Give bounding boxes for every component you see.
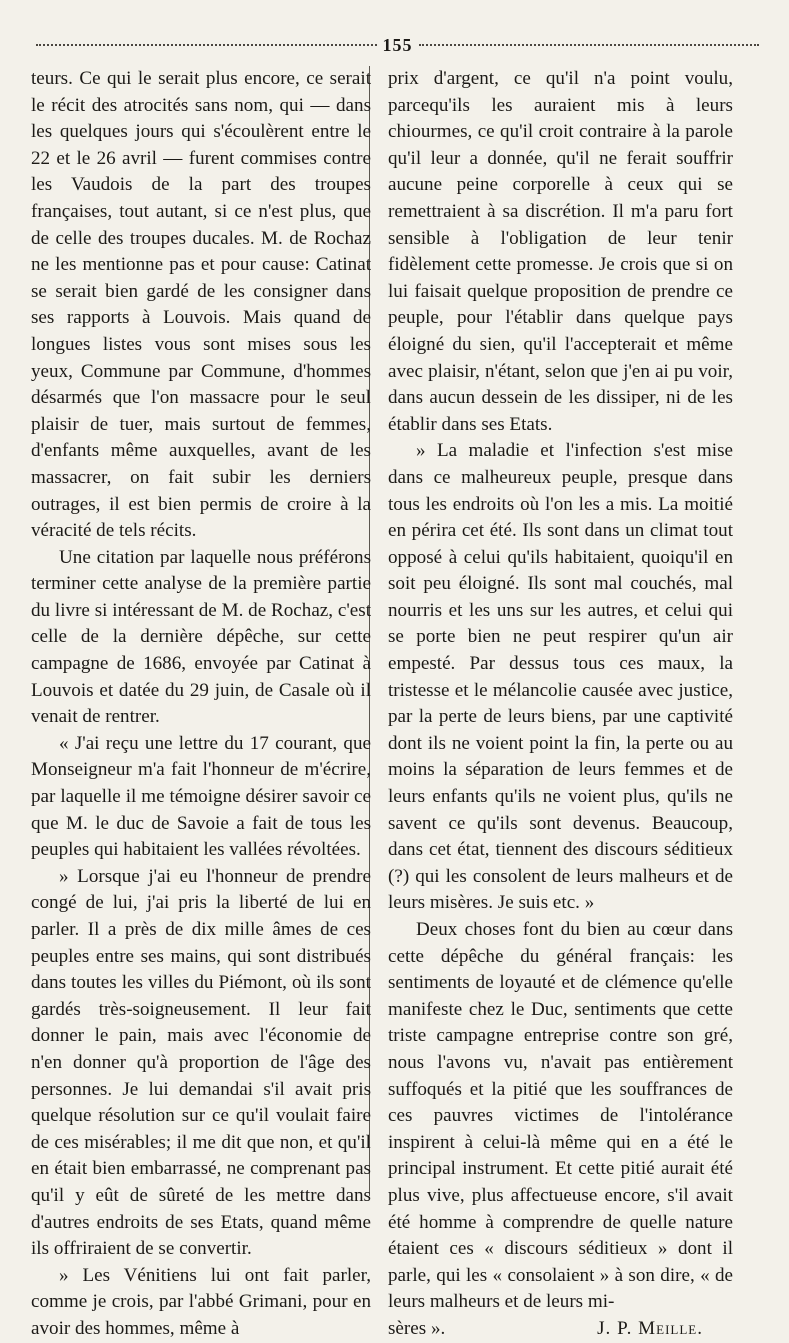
closing-text: sères ». (388, 1317, 446, 1339)
left-column (31, 66, 371, 1343)
paragraph: prix d'argent, ce qu'il n'a point voulu, parcequ'ils les auraient mis à leurs chiourmes, ce qu'il croit contraire à la parole qu'il leur a donnée, qu'il ne ferait souffrir aucune peine corporelle à ceux qui se remettraient à sa discrétion. Il m'a paru fort sensible à l'obligation de leur tenir fidèlement cette promesse. Je crois que si on lui faisait quelque proposition de prendre ce peuple, pour l'établir dans quelque pays éloigné du sien, qu'il l'accepterait et même avec plaisir, n'étant, selon que j'en ai pu voir, dans aucun dessein de les dissiper, ni de les établir dans ses Etats. (388, 68, 733, 435)
page-number: 155 (382, 34, 413, 55)
header-rule-left (36, 44, 377, 46)
paragraph: teurs. Ce qui le serait plus encore, ce serait le récit des atrocités sans nom, qui — dans les quelques jours qui s'écoulèrent entre le 22 et le 26 avril — furent commises contre les Vaudois de la part des troupes françaises, tout autant, si ce n'est plus, que de celle des troupes ducales. M. de Rochaz ne les mentionne pas et pour cause: Catinat se serait bien gardé de les consigner dans ses rapports à Louvois. Mais quand de longues listes vous sont mises sous les yeux, Commune par Commune, d'hommes désarmés que l'on massacre pour le seul plaisir de tuer, mais surtout de femmes, d'enfants même auxquelles, avant de les massacrer, on fait subir les derniers outrages, il est bien permis de croire à la véracité de tels récits. (31, 68, 371, 542)
paragraph: Une citation par laquelle nous préférons terminer cette analyse de la première partie du livre si intéressant de M. de Rochaz, c'est celle de la dernière dépêche, sur cette campagne de 1686, envoyée par Catinat à Louvois et datée du 29 juin, de Casale où il venait de rentrer. (31, 546, 371, 728)
signature: J. P. Meille. (597, 1317, 703, 1339)
right-column (388, 66, 733, 1343)
paragraph: Deux choses font du bien au cœur dans cette dépêche du général français: les sentiments de loyauté et de clémence qu'elle manifeste chez le Duc, sentiments que cette triste campagne entreprise contre son gré, nous l'avons vu, n'avait pas entièrement suffoqués et la pitié que les souffrances de ces pauvres victimes de l'intolérance inspirent à celui-là même qui en a été le principal instrument. Et cette pitié aurait été plus vive, plus affectueuse encore, s'il avait été homme à comprendre de quelle nature étaient ces « discours séditieux » dont il parle, qui les « consolaient » à son dire, « de leurs malheurs et de leurs mi- (388, 919, 733, 1313)
page-header (30, 34, 765, 56)
closing-line (388, 1316, 733, 1343)
paragraph: » Lorsque j'ai eu l'honneur de prendre congé de lui, j'ai pris la liberté de lui en parler. Il a près de dix mille âmes de ces peuples entre ses mains, qui sont distribués dans toutes les villes du Piémont, où ils sont gardés très-soigneusement. Il leur fait donner le pain, mais avec l'économie de n'en donner qu'à proportion de l'âge des personnes. Je lui demandai s'il avait pris quelque résolution sur ce qu'il voulait faire de ces misérables; il me dit que non, et qu'il en était bien embarrassé, ne comprenant pas qu'il y eût de sûreté de les mettre dans d'autres endroits de ses Etats, quand même ils offriraient de se convertir. (31, 865, 371, 1260)
header-rule-right (419, 44, 760, 46)
paragraph: » Les Vénitiens lui ont fait parler, comme je crois, par l'abbé Grimani, pour en avoir des hommes, même à (31, 1264, 371, 1339)
paragraph: « J'ai reçu une lettre du 17 courant, que Monseigneur m'a fait l'honneur de m'écrire, par laquelle il me témoigne désirer savoir ce que M. le duc de Savoie a fait de tous les peuples qui habitaient les vallées révoltées. (31, 732, 371, 861)
paragraph: » La maladie et l'infection s'est mise dans ce malheureux peuple, presque dans tous les endroits où l'on les a mis. La moitié en périra cet été. Ils sont dans un climat tout opposé à celui qu'ils habitaient, quoiqu'il en soit peu éloigné. Ils sont mal couchés, mal nourris et les uns sur les autres, et celui qui se porte bien ne peut respirer qu'un air empesté. Par dessus tous ces maux, la tristesse et le mélancolie causée avec justice, par la perte de leurs biens, par une captivité dont ils ne voient point la fin, la perte ou au moins la séparation de leurs femmes et de leurs enfants qu'ils ne voient plus, qu'ils ne savent ce qu'ils sont devenus. Beaucoup, dans cet état, tiennent des discours séditieux (?) qui les consolent de leurs malheurs et de leurs misères. Je suis etc. » (388, 440, 733, 914)
